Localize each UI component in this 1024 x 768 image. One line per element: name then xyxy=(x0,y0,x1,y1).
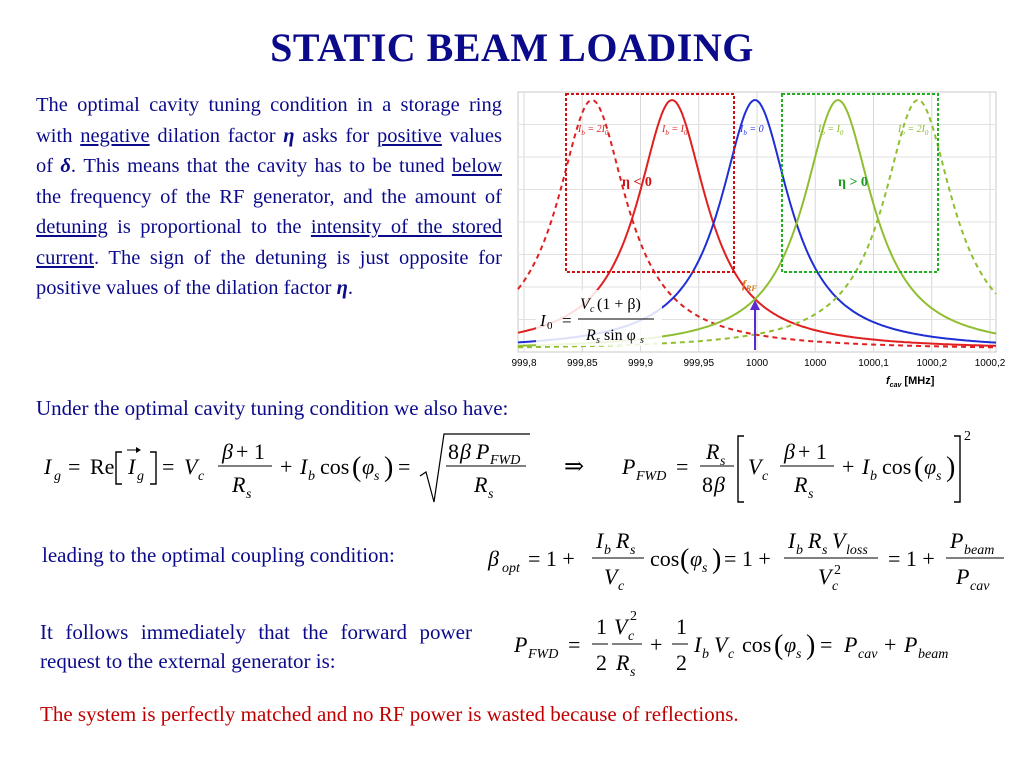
svg-text:b: b xyxy=(308,469,315,484)
svg-text:R: R xyxy=(808,528,822,553)
resonance-plot-svg xyxy=(511,88,1006,394)
svg-text:β: β xyxy=(714,472,725,497)
svg-text:φ: φ xyxy=(784,632,797,657)
svg-text:8: 8 xyxy=(702,472,713,497)
curve-label: $I_b = 0$ xyxy=(740,124,764,137)
svg-text:V: V xyxy=(184,454,198,479)
svg-text:): ) xyxy=(384,452,394,483)
x-tick-label: 1000 xyxy=(804,358,827,369)
svg-text:1: 1 xyxy=(676,614,687,639)
intro-text-1: The optimal cavity tuning condition in a storage ring with xyxy=(36,94,502,147)
svg-text:φ: φ xyxy=(362,454,375,479)
eta-symbol-2: η xyxy=(336,277,348,299)
matched-system-line: The system is perfectly matched and no RF power is wasted because of reflections. xyxy=(40,702,739,726)
x-tick-label: 1000,2 xyxy=(974,358,1006,369)
svg-text:R: R xyxy=(232,472,246,497)
svg-text:FWD: FWD xyxy=(490,453,521,468)
svg-text:R: R xyxy=(706,439,720,464)
x-tick-label: 1000,2 xyxy=(916,358,948,369)
svg-text:β: β xyxy=(222,439,233,464)
svg-text:c: c xyxy=(728,647,735,662)
curve-label: $I_b = I_0$ xyxy=(662,124,688,137)
svg-text:V: V xyxy=(748,454,762,479)
svg-text:R: R xyxy=(474,472,488,497)
x-tick-label: 1000 xyxy=(745,358,769,369)
svg-text:=: = xyxy=(162,454,175,479)
intro-paragraph xyxy=(36,90,502,304)
svg-text:cos: cos xyxy=(650,546,680,571)
svg-text:R: R xyxy=(616,528,630,553)
svg-text:φ: φ xyxy=(924,454,937,479)
intro-text-2: dilation factor xyxy=(149,124,284,147)
svg-text:c: c xyxy=(590,304,595,315)
svg-text:(1 + β): (1 + β) xyxy=(597,296,641,313)
x-tick-label: 999,95 xyxy=(683,358,715,369)
svg-text:+ 1: + 1 xyxy=(236,439,265,464)
intro-text-3: asks for xyxy=(294,124,377,147)
svg-text:1: 1 xyxy=(596,614,607,639)
svg-text:s: s xyxy=(374,469,380,484)
svg-text:opt: opt xyxy=(502,561,520,576)
svg-text:): ) xyxy=(712,544,722,575)
svg-text:c: c xyxy=(628,629,635,644)
svg-text:I: I xyxy=(540,311,546,330)
svg-text:cav: cav xyxy=(858,647,878,662)
frf-label: $f_{RF}$ xyxy=(742,277,757,293)
svg-text:(: ( xyxy=(352,452,362,483)
svg-text:beam: beam xyxy=(964,543,995,558)
svg-text:(: ( xyxy=(774,630,784,661)
svg-text:s: s xyxy=(720,454,726,469)
intro-underline-detuning: detuning xyxy=(36,216,108,238)
svg-text:P: P xyxy=(844,632,858,657)
intro-text-7: is proportional to the xyxy=(107,216,311,238)
intro-text-8: . The sign of the detuning is just opposite for positive values of the dilation factor xyxy=(36,246,502,299)
svg-text:=: = xyxy=(568,632,581,657)
svg-text:s: s xyxy=(630,543,636,558)
eta-symbol: η xyxy=(283,124,295,147)
x-tick-label: 999,8 xyxy=(511,358,537,369)
svg-text:s: s xyxy=(822,543,828,558)
svg-text:P: P xyxy=(622,454,636,479)
svg-text:2: 2 xyxy=(676,650,687,675)
svg-text:β: β xyxy=(784,439,795,464)
svg-text:(: ( xyxy=(914,452,924,483)
svg-text:+: + xyxy=(280,454,293,479)
svg-text:s: s xyxy=(702,561,708,576)
svg-text:FWD: FWD xyxy=(528,647,559,662)
intro-underline-negative: negative xyxy=(80,124,150,147)
optimal-coupling-line: leading to the optimal coupling condition: xyxy=(42,543,395,567)
curve-label: $I_b = I_0$ xyxy=(818,124,844,137)
intro-underline-below: below xyxy=(451,155,503,177)
svg-text:I: I xyxy=(694,632,702,657)
svg-text:= 1 +: = 1 + xyxy=(888,546,935,571)
svg-text:s: s xyxy=(936,469,942,484)
svg-text:P: P xyxy=(950,528,964,553)
svg-text:V: V xyxy=(614,614,628,639)
svg-text:+ 1: + 1 xyxy=(798,439,827,464)
svg-text:beam: beam xyxy=(918,647,949,662)
resonance-plot xyxy=(511,88,1006,394)
svg-text:sin φ: sin φ xyxy=(604,327,636,344)
curve-label: $I_b = 2I_0$ xyxy=(898,124,929,137)
svg-text:cav: cav xyxy=(970,579,990,594)
curve-label: $I_b = 2I_0$ xyxy=(578,124,609,137)
svg-text:2: 2 xyxy=(630,609,637,624)
svg-text:Re: Re xyxy=(90,454,115,479)
eta-negative-label: η < 0 xyxy=(622,175,652,190)
optimal-coupling-equation xyxy=(484,520,1014,598)
svg-text:s: s xyxy=(796,647,802,662)
svg-text:(: ( xyxy=(680,544,690,575)
svg-text:s: s xyxy=(488,487,494,502)
svg-text:cos: cos xyxy=(882,454,912,479)
intro-text-4: values of xyxy=(36,124,502,177)
svg-text:= 1 +: = 1 + xyxy=(528,546,575,571)
svg-text:R: R xyxy=(616,650,630,675)
intro-underline-positive: positive xyxy=(376,124,442,147)
optimal-tuning-line: Under the optimal cavity tuning condition we also have: xyxy=(36,396,509,420)
delta-symbol: δ xyxy=(60,155,71,177)
svg-text:2: 2 xyxy=(596,650,607,675)
x-tick-label: 999,9 xyxy=(627,358,654,369)
svg-text:P: P xyxy=(904,632,918,657)
svg-text:+: + xyxy=(884,632,897,657)
svg-text:R: R xyxy=(586,327,596,344)
x-tick-label: 1000,1 xyxy=(858,358,889,369)
svg-text:b: b xyxy=(702,647,709,662)
svg-text:=: = xyxy=(398,454,411,479)
implies-symbol: ⇒ xyxy=(564,454,585,480)
svg-text:b: b xyxy=(604,543,611,558)
x-axis-label: $f_{cav}$ [MHz] xyxy=(886,375,935,389)
intro-underline-intensity: intensity of the stored current xyxy=(36,216,502,269)
svg-text:P: P xyxy=(514,632,528,657)
svg-text:loss: loss xyxy=(846,543,868,558)
svg-text:cos: cos xyxy=(320,454,350,479)
svg-text:=: = xyxy=(676,454,689,479)
svg-text:b: b xyxy=(870,469,877,484)
svg-text:s: s xyxy=(640,335,644,346)
svg-text:V: V xyxy=(832,528,846,553)
svg-text:c: c xyxy=(198,469,205,484)
svg-text:I: I xyxy=(300,454,308,479)
svg-text:I: I xyxy=(44,454,52,479)
svg-text:): ) xyxy=(806,630,816,661)
svg-text:s: s xyxy=(808,487,814,502)
svg-text:R: R xyxy=(794,472,808,497)
svg-text:=: = xyxy=(68,454,81,479)
svg-text:V: V xyxy=(580,296,590,313)
slide-title: STATIC BEAM LOADING xyxy=(270,25,754,70)
intro-text-6: the frequency of the RF generator, and the amount of xyxy=(36,185,502,208)
svg-text:V: V xyxy=(714,632,728,657)
svg-text:g: g xyxy=(137,469,144,484)
svg-text:s: s xyxy=(246,487,252,502)
svg-text:β: β xyxy=(460,439,471,464)
intro-text-5: . This means that the cavity has to be tuned xyxy=(70,155,452,177)
svg-text:c: c xyxy=(832,579,839,594)
svg-text:I: I xyxy=(596,528,604,553)
svg-text:=: = xyxy=(562,311,572,330)
svg-text:=: = xyxy=(820,632,833,657)
svg-text:+: + xyxy=(842,454,855,479)
svg-text:= 1 +: = 1 + xyxy=(724,546,771,571)
i0-formula xyxy=(536,290,662,346)
svg-text:s: s xyxy=(596,335,600,346)
svg-text:+: + xyxy=(650,632,663,657)
svg-text:c: c xyxy=(618,579,625,594)
svg-text:V: V xyxy=(818,564,832,589)
svg-text:I: I xyxy=(862,454,870,479)
svg-text:c: c xyxy=(762,469,769,484)
svg-text:I: I xyxy=(788,528,796,553)
svg-text:8: 8 xyxy=(448,439,459,464)
svg-text:β: β xyxy=(488,546,499,571)
svg-text:φ: φ xyxy=(690,546,703,571)
svg-text:FWD: FWD xyxy=(636,469,667,484)
svg-text:2: 2 xyxy=(834,563,841,578)
generator-current-equation xyxy=(36,424,986,508)
svg-text:0: 0 xyxy=(547,320,553,332)
forward-power-line: It follows immediately that the forward power request to the external generator is: xyxy=(40,620,472,673)
svg-text:P: P xyxy=(476,439,490,464)
svg-text:cos: cos xyxy=(742,632,772,657)
x-axis-ticks xyxy=(511,358,1005,369)
svg-text:V: V xyxy=(604,564,618,589)
svg-text:I: I xyxy=(128,454,136,479)
svg-text:): ) xyxy=(946,452,956,483)
svg-text:g: g xyxy=(54,469,61,484)
svg-text:b: b xyxy=(796,543,803,558)
x-tick-label: 999,85 xyxy=(566,358,598,369)
intro-text-9: . xyxy=(347,277,353,299)
forward-power-equation xyxy=(510,604,980,684)
svg-text:s: s xyxy=(630,665,636,680)
svg-text:P: P xyxy=(956,564,970,589)
svg-text:2: 2 xyxy=(964,429,971,444)
eta-positive-label: η > 0 xyxy=(838,175,868,190)
